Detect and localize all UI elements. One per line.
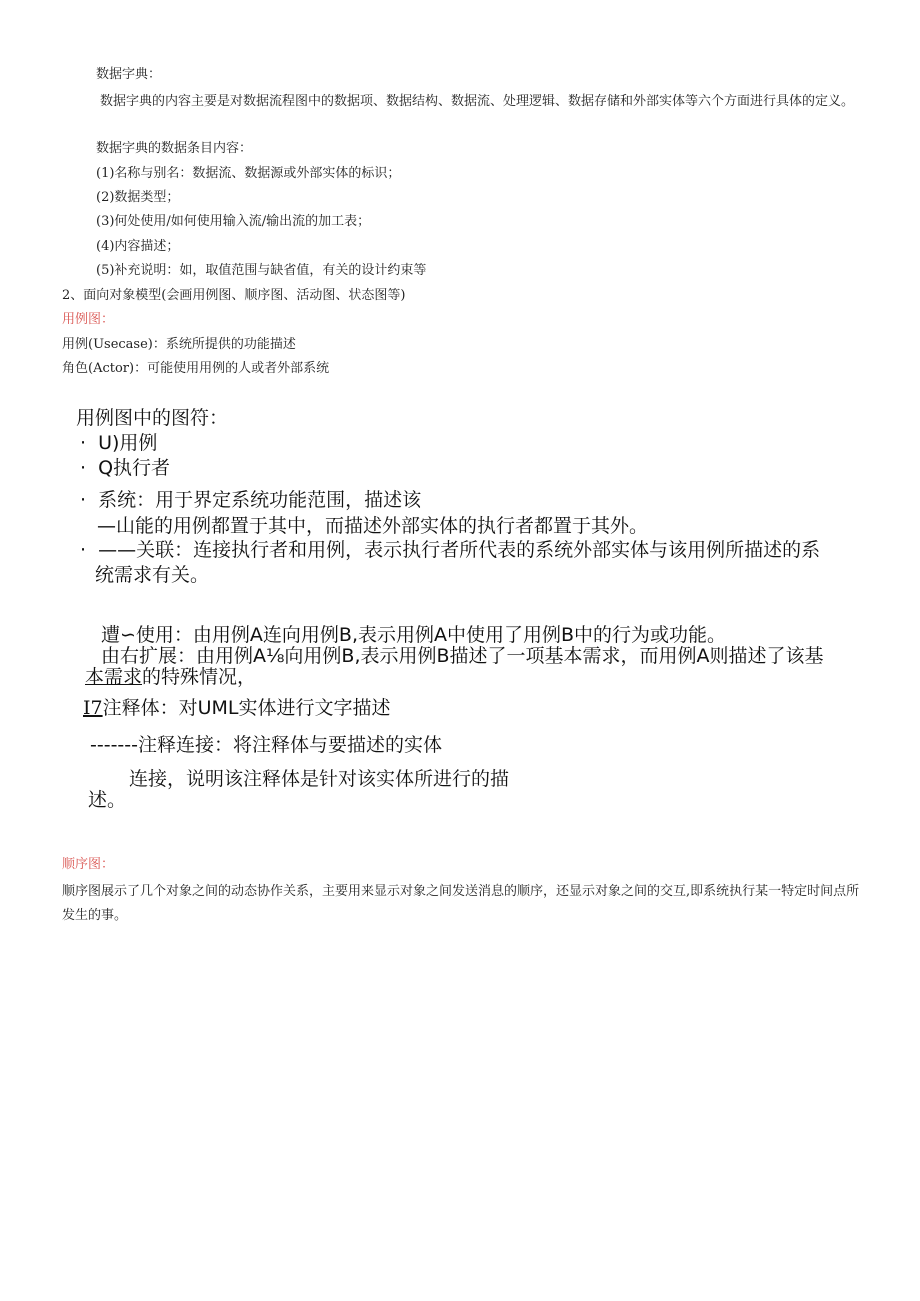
note-link-continuation: 连接，说明该注释体是针对该实体所进行的描 bbox=[129, 768, 510, 790]
actor-definition: 角色(Actor)：可能使用用例的人或者外部系统 bbox=[62, 361, 330, 376]
note-link-continuation-end: 述。 bbox=[88, 789, 127, 811]
uses-symbol-text: ∽使用：由用例A连向用例B,表示用例A中使用了用例B中的行为或功能。 bbox=[120, 624, 727, 646]
system-symbol-text: 系统：用于界定系统功能范围，描述该 bbox=[98, 489, 422, 511]
symbols-title: 用例图中的图符： bbox=[76, 407, 229, 429]
data-dictionary-item: (1)名称与别名：数据流、数据源或外部实体的标识； bbox=[96, 166, 401, 181]
data-dictionary-item: (4)内容描述； bbox=[96, 239, 180, 254]
note-symbol-text: 注释体：对UML实体进行文字描述 bbox=[102, 697, 391, 719]
use-case-definition: 用例(Usecase)：系统所提供的功能描述 bbox=[62, 337, 296, 352]
association-symbol-continuation: 统需求有关。 bbox=[95, 564, 210, 586]
oo-model-heading: 2、面向对象模型(会画用例图、顺序图、活动图、状态图等) bbox=[62, 288, 406, 303]
uses-symbol-glyph: 遭 bbox=[101, 624, 121, 646]
association-symbol-item bbox=[80, 538, 820, 562]
bullet: · bbox=[80, 489, 87, 511]
sequence-description: 顺序图展示了几个对象之间的动态协作关系，主要用来显示对象之间发送消息的顺序，还显示对象之间的交互,即系统执行某一特定时间点所发生的事。 bbox=[62, 884, 860, 923]
data-dictionary-entries-title: 数据字典的数据条目内容： bbox=[96, 141, 253, 156]
note-symbol-glyph: I7 bbox=[83, 697, 103, 719]
data-dictionary-item: (3)何处使用/如何使用输入流/输出流的加工表； bbox=[96, 214, 371, 229]
data-dictionary-item: (2)数据类型； bbox=[96, 190, 180, 205]
actor-symbol-item bbox=[80, 456, 170, 480]
data-dictionary-item: (5)补充说明：如，取值范围与缺省值，有关的设计约束等 bbox=[96, 263, 427, 278]
use-case-symbol-label: U)用例 bbox=[98, 432, 158, 454]
association-symbol-text: ——关联：连接执行者和用例，表示执行者所代表的系统外部实体与该用例所描述的系 bbox=[98, 539, 821, 561]
sequence-heading: 顺序图： bbox=[62, 857, 115, 872]
use-case-heading: 用例图： bbox=[62, 312, 115, 327]
extends-rest-text: 的特殊情况， bbox=[142, 666, 257, 688]
extends-underlined-text: 本需求 bbox=[85, 666, 143, 688]
data-dictionary-intro: 数据字典的内容主要是对数据流程图中的数据项、数据结构、数据流、处理逻辑、数据存储和外部实体等六个方面进行具体的定义。 bbox=[100, 94, 855, 109]
note-symbol-item bbox=[83, 696, 390, 720]
use-case-symbol-item bbox=[80, 431, 157, 455]
note-link-symbol-text: -------注释连接：将注释体与要描述的实体 bbox=[90, 734, 442, 756]
actor-symbol-label: Q执行者 bbox=[98, 457, 171, 479]
system-symbol-continuation: —山能的用例都置于其中，而描述外部实体的执行者都置于其外。 bbox=[97, 515, 649, 537]
data-dictionary-title: 数据字典： bbox=[96, 67, 162, 82]
extends-symbol-text: 由右扩展：由用例A⅛向用例B,表示用例B描述了一项基本需求，而用例A则描述了该基 bbox=[101, 645, 824, 667]
bullet: · bbox=[80, 432, 87, 454]
extends-symbol-continuation bbox=[85, 665, 256, 689]
bullet: · bbox=[80, 457, 87, 479]
system-symbol-item bbox=[80, 488, 421, 512]
bullet: · bbox=[80, 539, 87, 561]
